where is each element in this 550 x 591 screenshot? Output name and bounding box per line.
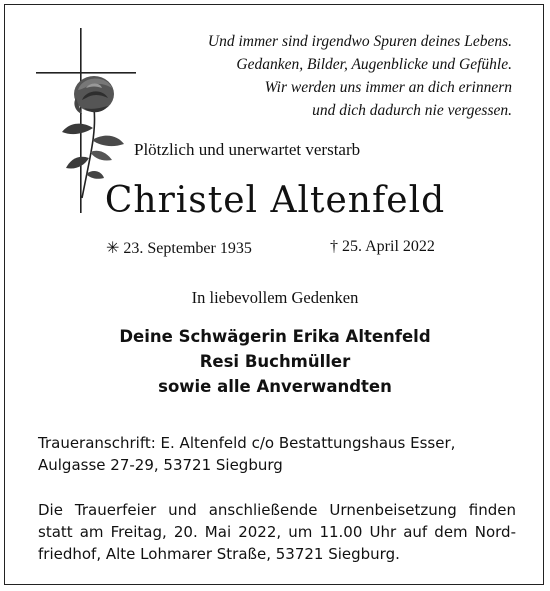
death-date [330,238,435,256]
death-date-text: 25. April 2022 [342,238,435,255]
remembrance-text: In liebevollem Gedenken [191,288,359,307]
intro-text: Plötzlich und unerwartet verstarb [134,140,361,159]
mourner-line: Deine Schwägerin Erika Altenfeld [119,327,431,346]
mourners [0,324,550,399]
death-cross-icon: † [330,238,338,255]
mourning-address [38,432,518,476]
poem-line: und dich dadurch nie vergessen. [312,102,512,119]
birth-star-icon: ✳ [106,240,120,257]
birth-date [106,238,252,258]
poem-line: Und immer sind irgendwo Spuren deines Lebens. [207,33,512,50]
mourner-line: Resi Buchmüller [199,352,351,371]
birth-date-text: 23. September 1935 [123,240,252,257]
ceremony-line: friedhof, Alte Lohmarer Straße, 53721 Siegburg. [38,545,400,563]
address-line: Traueranschrift: E. Altenfeld c/o Bestattungshaus Esser, [38,434,456,452]
deceased-name: Christel Altenfeld [104,180,446,221]
ceremony-line: statt am Freitag, 20. Mai 2022, um 11.00 Uhr auf dem Nord- [38,523,516,541]
poem-line: Wir werden uns immer an dich erinnern [264,79,512,96]
poem [112,30,512,122]
mourner-line: sowie alle Anverwandten [158,377,392,396]
poem-line: Gedanken, Bilder, Augenblicke und Gefühle. [236,56,512,73]
ceremony-line: Die Trauerfeier und anschließende Urnenbeisetzung finden [38,501,516,519]
address-line: Aulgasse 27-29, 53721 Siegburg [38,456,283,474]
ceremony-info [38,499,516,565]
